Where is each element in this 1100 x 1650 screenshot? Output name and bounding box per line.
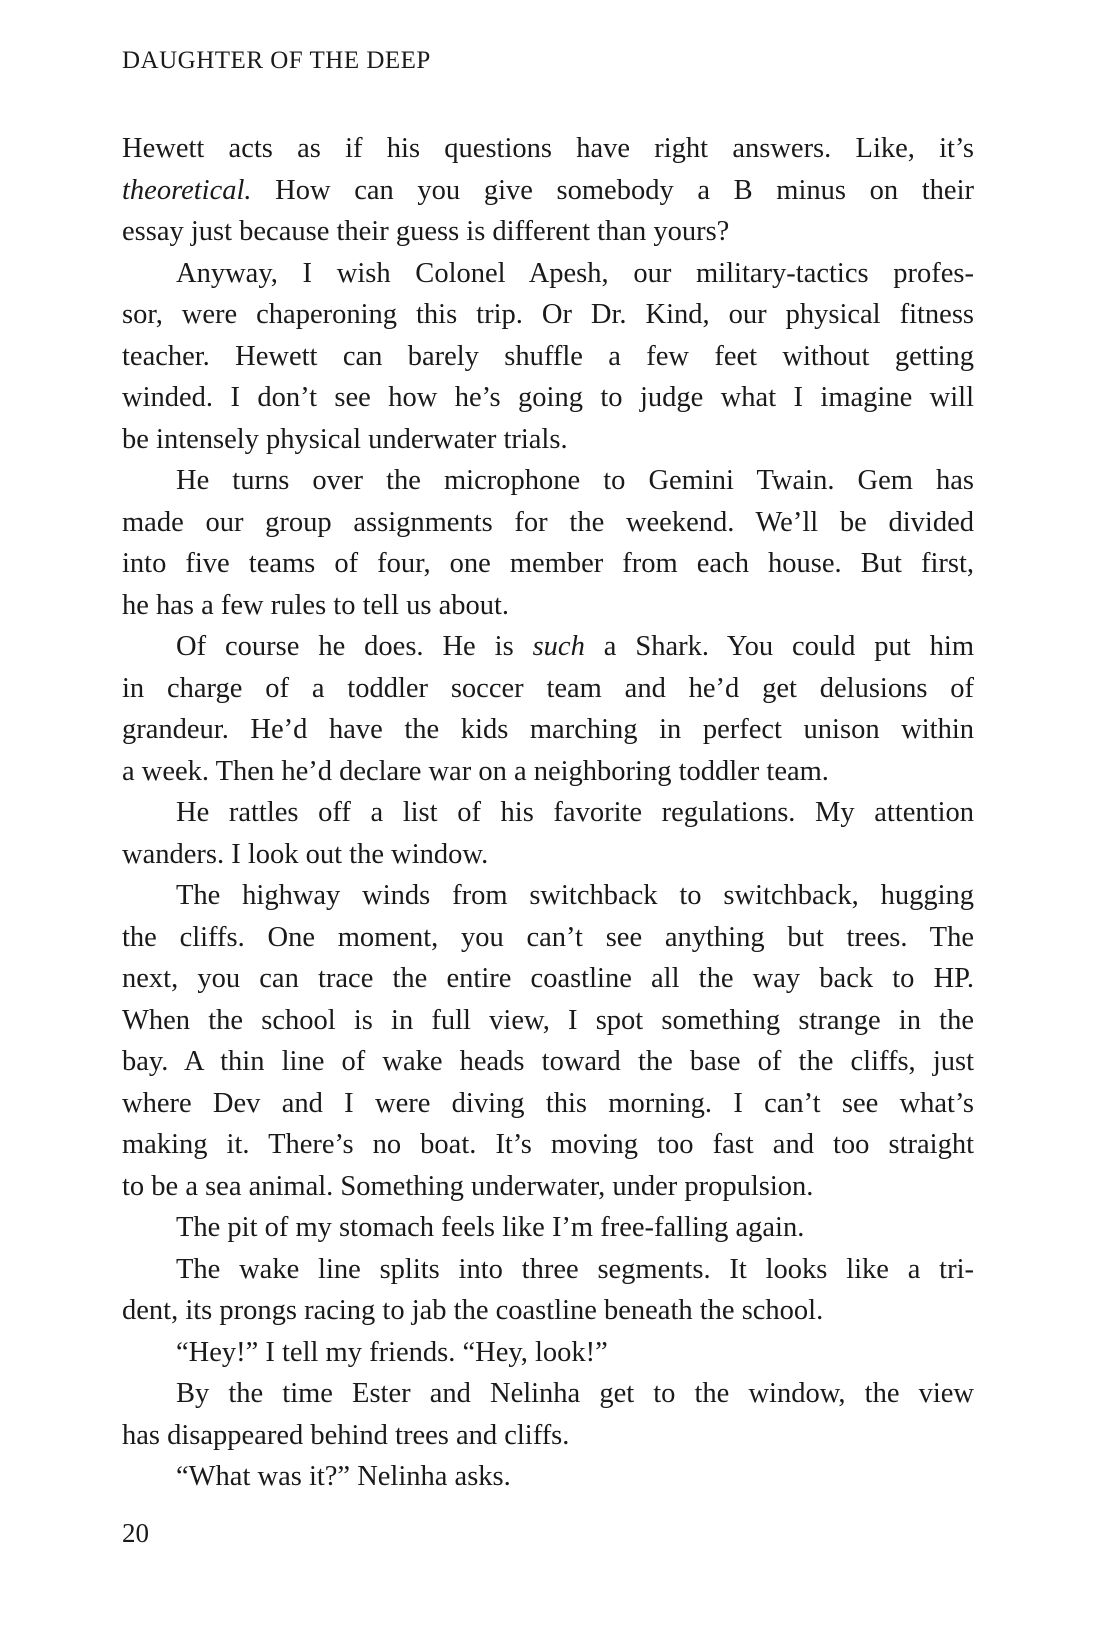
text-line: he has a few rules to tell us about. [122,589,510,621]
text-line: has disappeared behind trees and cliffs. [122,1419,570,1451]
text-line: Of course he does. He is such a Shark. You could put him [176,631,974,662]
text-line: The highway winds from switchback to switchback, hugging [176,880,974,911]
text-line: sor, were chaperoning this trip. Or Dr. Kind, our physical fitness [122,299,974,330]
text-line: where Dev and I were diving this morning. I can’t see what’s [122,1087,974,1119]
body-text [122,128,974,1498]
text-line: grandeur. He’d have the kids marching in perfect unison within [122,714,974,745]
text-line: theoretical. How can you give somebody a B minus on their [122,174,974,206]
text-line: “Hey!” I tell my friends. “Hey, look!” [176,1336,608,1368]
text-line: dent, its prongs racing to jab the coastline beneath the school. [122,1295,824,1326]
text-line: bay. A thin line of wake heads toward the base of the cliffs, just [122,1046,974,1077]
text-line: winded. I don’t see how he’s going to judge what I imagine will [122,382,974,413]
text-line: He turns over the microphone to Gemini Twain. Gem has [176,465,974,496]
text-line: The wake line splits into three segments. It looks like a tri- [176,1253,974,1285]
text-line: made our group assignments for the weekend. We’ll be divided [122,506,974,538]
text-line: essay just because their guess is different than yours? [122,216,730,247]
text-line: in charge of a toddler soccer team and he’d get delusions of [122,672,974,704]
emphasis: theoretical. [122,174,252,206]
text-line: into five teams of four, one member from each house. But first, [122,548,974,579]
text-line: the cliffs. One moment, you can’t see anything but trees. The [122,921,974,953]
text-line: Anyway, I wish Colonel Apesh, our military-tactics profes- [176,257,974,289]
text-line: be intensely physical underwater trials. [122,423,568,455]
text-line: next, you can trace the entire coastline all the way back to HP. [122,963,974,994]
text-line: Hewett acts as if his questions have right answers. Like, it’s [122,133,974,164]
text-line: By the time Ester and Nelinha get to the window, the view [176,1378,974,1409]
emphasis: such [532,631,585,662]
text-line: making it. There’s no boat. It’s moving too fast and too straight [122,1129,974,1160]
text-line: The pit of my stomach feels like I’m free-falling again. [176,1212,805,1243]
text-line: He rattles off a list of his favorite regulations. My attention [176,797,974,828]
text-line: wanders. I look out the window. [122,838,489,870]
running-head: DAUGHTER OF THE DEEP [122,47,431,74]
text-line: “What was it?” Nelinha asks. [176,1461,511,1492]
text-line: When the school is in full view, I spot something strange in the [122,1004,974,1036]
text-line: a week. Then he’d declare war on a neighboring toddler team. [122,755,829,787]
text-line: teacher. Hewett can barely shuffle a few feet without getting [122,340,974,372]
text-line: to be a sea animal. Something underwater, under propulsion. [122,1170,814,1202]
page-number: 20 [122,1518,149,1548]
